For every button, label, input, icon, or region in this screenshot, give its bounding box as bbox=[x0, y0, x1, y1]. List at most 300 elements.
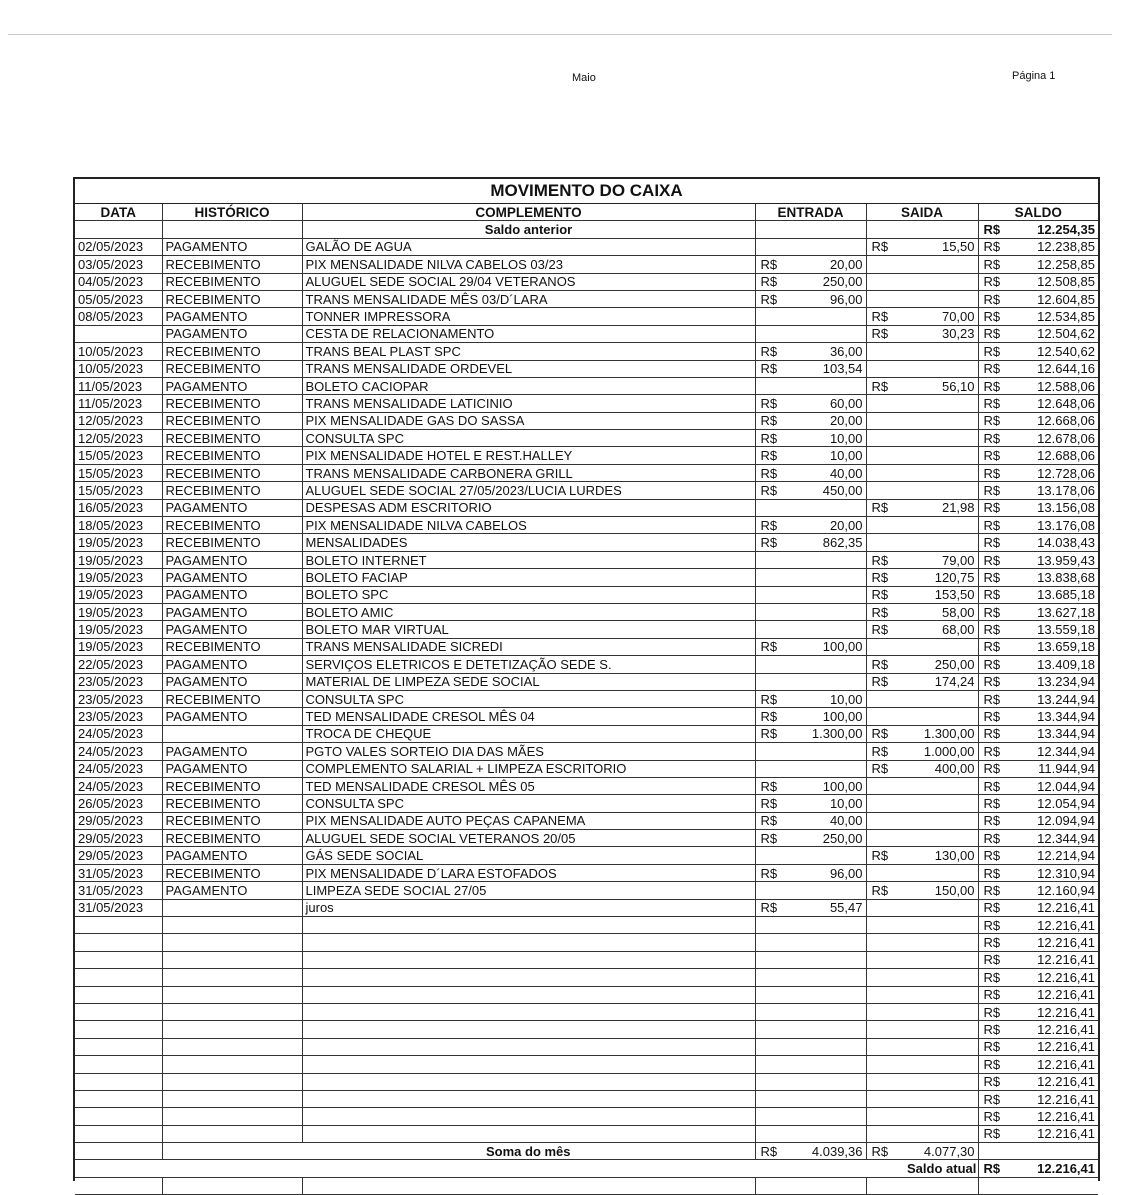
ledger-table bbox=[75, 204, 1098, 1195]
row-history: PAGAMENTO bbox=[162, 673, 302, 690]
row-balance-currency: R$ bbox=[978, 343, 1016, 360]
month-total-row bbox=[75, 1143, 1098, 1160]
row-exit-value: 79,00 bbox=[904, 551, 978, 568]
row-exit-value: 150,00 bbox=[904, 882, 978, 899]
row-exit-currency: R$ bbox=[866, 499, 904, 516]
row-history: RECEBIMENTO bbox=[162, 864, 302, 881]
row-date: 24/05/2023 bbox=[75, 743, 162, 760]
row-entry-value: 10,00 bbox=[793, 430, 866, 447]
row-date: 19/05/2023 bbox=[75, 551, 162, 568]
col-header-exit: SAIDA bbox=[866, 204, 978, 221]
row-balance-value: 12.540,62 bbox=[1016, 343, 1098, 360]
row-history: RECEBIMENTO bbox=[162, 777, 302, 794]
ledger-row bbox=[75, 899, 1098, 916]
row-exit-value bbox=[904, 412, 978, 429]
row-history bbox=[162, 934, 302, 951]
row-history: RECEBIMENTO bbox=[162, 360, 302, 377]
row-history: RECEBIMENTO bbox=[162, 447, 302, 464]
row-exit-currency bbox=[866, 795, 904, 812]
row-exit-currency bbox=[866, 969, 904, 986]
row-entry-value: 96,00 bbox=[793, 864, 866, 881]
row-exit-currency: R$ bbox=[866, 673, 904, 690]
row-date: 24/05/2023 bbox=[75, 777, 162, 794]
row-entry-currency: R$ bbox=[755, 256, 793, 273]
row-entry-value: 20,00 bbox=[793, 256, 866, 273]
row-history: RECEBIMENTO bbox=[162, 273, 302, 290]
row-entry-value bbox=[793, 377, 866, 394]
row-balance-currency: R$ bbox=[978, 1056, 1016, 1073]
row-complement: COMPLEMENTO SALARIAL + LIMPEZA ESCRITORIO bbox=[302, 760, 755, 777]
row-balance-value: 13.156,08 bbox=[1016, 499, 1098, 516]
ledger-row bbox=[75, 986, 1098, 1003]
row-entry-value: 100,00 bbox=[793, 777, 866, 794]
ledger-row bbox=[75, 499, 1098, 516]
row-balance-value: 12.678,06 bbox=[1016, 430, 1098, 447]
row-balance-value: 12.216,41 bbox=[1016, 951, 1098, 968]
row-entry-currency: R$ bbox=[755, 430, 793, 447]
row-balance-value: 12.044,94 bbox=[1016, 777, 1098, 794]
row-entry-value bbox=[793, 1021, 866, 1038]
row-entry-value bbox=[793, 673, 866, 690]
row-date: 15/05/2023 bbox=[75, 447, 162, 464]
row-balance-value: 13.178,06 bbox=[1016, 482, 1098, 499]
row-entry-value bbox=[793, 1056, 866, 1073]
row-date: 24/05/2023 bbox=[75, 760, 162, 777]
row-balance-currency: R$ bbox=[978, 621, 1016, 638]
row-balance-value: 12.216,41 bbox=[1016, 1125, 1098, 1142]
row-balance-value: 12.644,16 bbox=[1016, 360, 1098, 377]
row-exit-value bbox=[904, 917, 978, 934]
row-entry-currency: R$ bbox=[755, 795, 793, 812]
row-balance-currency: R$ bbox=[978, 1108, 1016, 1125]
row-complement: CONSULTA SPC bbox=[302, 690, 755, 707]
row-history: PAGAMENTO bbox=[162, 743, 302, 760]
row-complement bbox=[302, 1056, 755, 1073]
row-exit-currency bbox=[866, 951, 904, 968]
row-balance-currency: R$ bbox=[978, 482, 1016, 499]
row-complement: GALÃO DE AGUA bbox=[302, 238, 755, 255]
row-exit-value bbox=[904, 517, 978, 534]
row-exit-value bbox=[904, 482, 978, 499]
row-exit-value bbox=[904, 290, 978, 307]
row-entry-value: 450,00 bbox=[793, 482, 866, 499]
row-exit-value bbox=[904, 1003, 978, 1020]
row-balance-value: 12.216,41 bbox=[1016, 1073, 1098, 1090]
ledger-row bbox=[75, 690, 1098, 707]
row-entry-currency bbox=[755, 917, 793, 934]
row-history: RECEBIMENTO bbox=[162, 412, 302, 429]
row-entry-currency bbox=[755, 760, 793, 777]
row-entry-value bbox=[793, 1090, 866, 1107]
row-balance-currency: R$ bbox=[978, 325, 1016, 342]
row-exit-value: 400,00 bbox=[904, 760, 978, 777]
row-complement bbox=[302, 1038, 755, 1055]
row-complement: TONNER IMPRESSORA bbox=[302, 308, 755, 325]
row-entry-currency bbox=[755, 1090, 793, 1107]
row-entry-value bbox=[793, 325, 866, 342]
month-total-entry: 4.039,36 bbox=[793, 1143, 866, 1160]
row-exit-value bbox=[904, 360, 978, 377]
row-exit-currency bbox=[866, 917, 904, 934]
row-exit-currency bbox=[866, 343, 904, 360]
row-entry-currency bbox=[755, 969, 793, 986]
row-entry-value bbox=[793, 1003, 866, 1020]
row-balance-currency: R$ bbox=[978, 969, 1016, 986]
row-history: RECEBIMENTO bbox=[162, 690, 302, 707]
row-exit-value bbox=[904, 986, 978, 1003]
row-date: 04/05/2023 bbox=[75, 273, 162, 290]
row-entry-value bbox=[793, 1038, 866, 1055]
row-entry-value bbox=[793, 1108, 866, 1125]
row-history: RECEBIMENTO bbox=[162, 464, 302, 481]
row-history bbox=[162, 1038, 302, 1055]
row-entry-value bbox=[793, 1073, 866, 1090]
row-balance-value: 13.627,18 bbox=[1016, 603, 1098, 620]
row-date: 11/05/2023 bbox=[75, 377, 162, 394]
row-complement: ALUGUEL SEDE SOCIAL 29/04 VETERANOS bbox=[302, 273, 755, 290]
row-history: RECEBIMENTO bbox=[162, 256, 302, 273]
row-balance-currency: R$ bbox=[978, 551, 1016, 568]
row-date: 12/05/2023 bbox=[75, 430, 162, 447]
row-complement: TRANS BEAL PLAST SPC bbox=[302, 343, 755, 360]
row-entry-currency: R$ bbox=[755, 708, 793, 725]
row-complement: SERVIÇOS ELETRICOS E DETETIZAÇÃO SEDE S. bbox=[302, 656, 755, 673]
ledger-row bbox=[75, 1125, 1098, 1142]
row-exit-value: 70,00 bbox=[904, 308, 978, 325]
row-exit-value bbox=[904, 464, 978, 481]
row-date: 05/05/2023 bbox=[75, 290, 162, 307]
row-entry-currency: R$ bbox=[755, 447, 793, 464]
row-exit-value bbox=[904, 777, 978, 794]
row-exit-value bbox=[904, 864, 978, 881]
row-balance-currency: R$ bbox=[978, 256, 1016, 273]
row-date bbox=[75, 917, 162, 934]
row-entry-currency bbox=[755, 673, 793, 690]
row-balance-currency: R$ bbox=[978, 638, 1016, 655]
row-balance-value: 12.094,94 bbox=[1016, 812, 1098, 829]
row-date: 19/05/2023 bbox=[75, 586, 162, 603]
row-exit-value: 68,00 bbox=[904, 621, 978, 638]
row-balance-currency: R$ bbox=[978, 586, 1016, 603]
row-date: 11/05/2023 bbox=[75, 395, 162, 412]
col-header-complement: COMPLEMENTO bbox=[302, 204, 755, 221]
row-exit-currency bbox=[866, 534, 904, 551]
blank-footer-row bbox=[75, 1177, 1098, 1194]
ledger-row bbox=[75, 517, 1098, 534]
row-history: PAGAMENTO bbox=[162, 586, 302, 603]
row-history bbox=[162, 986, 302, 1003]
row-balance-currency: R$ bbox=[978, 917, 1016, 934]
row-entry-currency: R$ bbox=[755, 812, 793, 829]
col-header-entry: ENTRADA bbox=[755, 204, 866, 221]
row-history: PAGAMENTO bbox=[162, 551, 302, 568]
row-date bbox=[75, 986, 162, 1003]
row-history: RECEBIMENTO bbox=[162, 343, 302, 360]
row-exit-value bbox=[904, 934, 978, 951]
row-balance-value: 12.258,85 bbox=[1016, 256, 1098, 273]
row-history: RECEBIMENTO bbox=[162, 812, 302, 829]
row-balance-value: 12.216,41 bbox=[1016, 1108, 1098, 1125]
row-entry-value: 100,00 bbox=[793, 638, 866, 655]
row-balance-value: 13.685,18 bbox=[1016, 586, 1098, 603]
row-entry-currency: R$ bbox=[755, 638, 793, 655]
row-date: 10/05/2023 bbox=[75, 360, 162, 377]
row-exit-value bbox=[904, 795, 978, 812]
ledger-row bbox=[75, 377, 1098, 394]
row-exit-currency: R$ bbox=[866, 325, 904, 342]
row-balance-currency: R$ bbox=[978, 986, 1016, 1003]
row-entry-currency: R$ bbox=[755, 899, 793, 916]
row-exit-currency: R$ bbox=[866, 743, 904, 760]
row-history: PAGAMENTO bbox=[162, 708, 302, 725]
row-exit-value bbox=[904, 1125, 978, 1142]
row-exit-currency bbox=[866, 638, 904, 655]
row-entry-currency bbox=[755, 1038, 793, 1055]
row-date: 02/05/2023 bbox=[75, 238, 162, 255]
row-entry-value: 100,00 bbox=[793, 708, 866, 725]
row-entry-currency: R$ bbox=[755, 290, 793, 307]
row-exit-value bbox=[904, 343, 978, 360]
row-date: 12/05/2023 bbox=[75, 412, 162, 429]
ledger-row bbox=[75, 360, 1098, 377]
previous-balance-label: Saldo anterior bbox=[302, 221, 755, 238]
ledger-row bbox=[75, 1090, 1098, 1107]
row-balance-value: 12.216,41 bbox=[1016, 899, 1098, 916]
row-balance-value: 12.604,85 bbox=[1016, 290, 1098, 307]
row-exit-currency: R$ bbox=[866, 621, 904, 638]
ledger-row bbox=[75, 464, 1098, 481]
row-balance-value: 12.504,62 bbox=[1016, 325, 1098, 342]
row-complement: BOLETO MAR VIRTUAL bbox=[302, 621, 755, 638]
ledger-row bbox=[75, 708, 1098, 725]
row-entry-value bbox=[793, 743, 866, 760]
row-exit-currency: R$ bbox=[866, 569, 904, 586]
row-balance-value: 13.838,68 bbox=[1016, 569, 1098, 586]
row-balance-value: 13.559,18 bbox=[1016, 621, 1098, 638]
row-exit-value: 21,98 bbox=[904, 499, 978, 516]
row-date: 10/05/2023 bbox=[75, 343, 162, 360]
row-history bbox=[162, 1003, 302, 1020]
row-entry-value bbox=[793, 986, 866, 1003]
row-entry-value: 96,00 bbox=[793, 290, 866, 307]
row-complement: TROCA DE CHEQUE bbox=[302, 725, 755, 742]
row-date: 29/05/2023 bbox=[75, 847, 162, 864]
row-exit-currency: R$ bbox=[866, 377, 904, 394]
row-exit-value bbox=[904, 969, 978, 986]
row-history bbox=[162, 969, 302, 986]
row-complement: TRANS MENSALIDADE SICREDI bbox=[302, 638, 755, 655]
row-entry-currency bbox=[755, 603, 793, 620]
row-date bbox=[75, 1108, 162, 1125]
row-balance-currency: R$ bbox=[978, 847, 1016, 864]
row-balance-value: 13.344,94 bbox=[1016, 725, 1098, 742]
row-entry-currency bbox=[755, 847, 793, 864]
row-exit-value: 153,50 bbox=[904, 586, 978, 603]
row-date: 15/05/2023 bbox=[75, 482, 162, 499]
row-balance-currency: R$ bbox=[978, 1125, 1016, 1142]
row-history: RECEBIMENTO bbox=[162, 638, 302, 655]
previous-balance-row bbox=[75, 221, 1098, 238]
row-exit-value bbox=[904, 638, 978, 655]
row-date bbox=[75, 325, 162, 342]
row-exit-currency bbox=[866, 830, 904, 847]
row-exit-currency bbox=[866, 708, 904, 725]
row-date: 19/05/2023 bbox=[75, 621, 162, 638]
row-balance-currency: R$ bbox=[978, 882, 1016, 899]
row-balance-currency: R$ bbox=[978, 777, 1016, 794]
row-history: RECEBIMENTO bbox=[162, 830, 302, 847]
row-entry-currency bbox=[755, 1056, 793, 1073]
row-balance-currency: R$ bbox=[978, 1038, 1016, 1055]
row-entry-currency: R$ bbox=[755, 864, 793, 881]
row-entry-value: 40,00 bbox=[793, 464, 866, 481]
row-balance-currency: R$ bbox=[978, 795, 1016, 812]
row-exit-currency bbox=[866, 430, 904, 447]
row-complement: PGTO VALES SORTEIO DIA DAS MÃES bbox=[302, 743, 755, 760]
ledger-row bbox=[75, 795, 1098, 812]
ledger-row bbox=[75, 847, 1098, 864]
row-entry-value bbox=[793, 603, 866, 620]
row-exit-value bbox=[904, 899, 978, 916]
row-exit-currency bbox=[866, 986, 904, 1003]
row-entry-currency bbox=[755, 308, 793, 325]
row-exit-currency bbox=[866, 256, 904, 273]
ledger-row bbox=[75, 482, 1098, 499]
ledger-row bbox=[75, 1108, 1098, 1125]
row-history: PAGAMENTO bbox=[162, 308, 302, 325]
row-entry-currency bbox=[755, 238, 793, 255]
row-date bbox=[75, 934, 162, 951]
row-exit-currency bbox=[866, 1125, 904, 1142]
row-history bbox=[162, 1125, 302, 1142]
row-date bbox=[75, 1090, 162, 1107]
row-exit-value bbox=[904, 430, 978, 447]
row-complement: PIX MENSALIDADE NILVA CABELOS 03/23 bbox=[302, 256, 755, 273]
row-exit-value bbox=[904, 447, 978, 464]
row-entry-value bbox=[793, 551, 866, 568]
ledger-header-row bbox=[75, 204, 1098, 221]
row-exit-currency: R$ bbox=[866, 882, 904, 899]
ledger-row bbox=[75, 603, 1098, 620]
row-exit-currency: R$ bbox=[866, 238, 904, 255]
row-entry-value: 250,00 bbox=[793, 273, 866, 290]
row-balance-currency: R$ bbox=[978, 1090, 1016, 1107]
ledger-row bbox=[75, 1073, 1098, 1090]
page-top-rule bbox=[8, 34, 1112, 35]
row-complement: BOLETO AMIC bbox=[302, 603, 755, 620]
row-complement: CONSULTA SPC bbox=[302, 795, 755, 812]
row-balance-value: 13.234,94 bbox=[1016, 673, 1098, 690]
row-entry-currency bbox=[755, 1003, 793, 1020]
row-exit-currency bbox=[866, 777, 904, 794]
row-date: 08/05/2023 bbox=[75, 308, 162, 325]
row-exit-value: 1.300,00 bbox=[904, 725, 978, 742]
row-entry-value: 60,00 bbox=[793, 395, 866, 412]
row-balance-value: 13.409,18 bbox=[1016, 656, 1098, 673]
row-date: 23/05/2023 bbox=[75, 708, 162, 725]
row-entry-value: 36,00 bbox=[793, 343, 866, 360]
row-balance-value: 14.038,43 bbox=[1016, 534, 1098, 551]
row-complement: TED MENSALIDADE CRESOL MÊS 05 bbox=[302, 777, 755, 794]
row-balance-value: 12.216,41 bbox=[1016, 1038, 1098, 1055]
row-exit-currency: R$ bbox=[866, 725, 904, 742]
row-entry-value: 10,00 bbox=[793, 690, 866, 707]
row-date: 19/05/2023 bbox=[75, 534, 162, 551]
row-entry-value bbox=[793, 1125, 866, 1142]
row-entry-value: 55,47 bbox=[793, 899, 866, 916]
row-exit-value bbox=[904, 1073, 978, 1090]
row-history: PAGAMENTO bbox=[162, 377, 302, 394]
row-exit-currency bbox=[866, 1038, 904, 1055]
row-balance-value: 12.238,85 bbox=[1016, 238, 1098, 255]
row-entry-currency: R$ bbox=[755, 830, 793, 847]
row-exit-value bbox=[904, 830, 978, 847]
row-date bbox=[75, 1073, 162, 1090]
col-header-balance: SALDO bbox=[978, 204, 1098, 221]
row-balance-currency: R$ bbox=[978, 743, 1016, 760]
row-complement: PIX MENSALIDADE GAS DO SASSA bbox=[302, 412, 755, 429]
month-total-exit-currency: R$ bbox=[866, 1143, 904, 1160]
row-entry-currency bbox=[755, 986, 793, 1003]
row-history bbox=[162, 1021, 302, 1038]
row-balance-currency: R$ bbox=[978, 812, 1016, 829]
row-exit-currency: R$ bbox=[866, 308, 904, 325]
ledger-row bbox=[75, 1038, 1098, 1055]
row-date: 31/05/2023 bbox=[75, 899, 162, 916]
row-complement: CONSULTA SPC bbox=[302, 430, 755, 447]
row-entry-currency: R$ bbox=[755, 464, 793, 481]
ledger-row bbox=[75, 586, 1098, 603]
row-complement bbox=[302, 1090, 755, 1107]
row-exit-value: 15,50 bbox=[904, 238, 978, 255]
row-entry-value bbox=[793, 760, 866, 777]
row-exit-currency bbox=[866, 290, 904, 307]
row-balance-currency: R$ bbox=[978, 830, 1016, 847]
row-balance-value: 12.216,41 bbox=[1016, 1003, 1098, 1020]
row-date: 15/05/2023 bbox=[75, 464, 162, 481]
row-entry-currency bbox=[755, 743, 793, 760]
row-entry-currency bbox=[755, 325, 793, 342]
ledger-row bbox=[75, 638, 1098, 655]
row-history: RECEBIMENTO bbox=[162, 795, 302, 812]
row-history: RECEBIMENTO bbox=[162, 517, 302, 534]
row-entry-value: 10,00 bbox=[793, 447, 866, 464]
row-complement: PIX MENSALIDADE HOTEL E REST.HALLEY bbox=[302, 447, 755, 464]
row-history bbox=[162, 899, 302, 916]
ledger-row bbox=[75, 1056, 1098, 1073]
row-balance-value: 12.344,94 bbox=[1016, 743, 1098, 760]
ledger-row bbox=[75, 412, 1098, 429]
row-history: PAGAMENTO bbox=[162, 656, 302, 673]
row-exit-currency bbox=[866, 1021, 904, 1038]
row-date: 03/05/2023 bbox=[75, 256, 162, 273]
ledger-row bbox=[75, 1003, 1098, 1020]
row-history: RECEBIMENTO bbox=[162, 290, 302, 307]
row-date: 23/05/2023 bbox=[75, 673, 162, 690]
row-balance-value: 12.216,41 bbox=[1016, 1021, 1098, 1038]
row-balance-currency: R$ bbox=[978, 569, 1016, 586]
row-complement bbox=[302, 1108, 755, 1125]
row-entry-currency bbox=[755, 377, 793, 394]
row-complement bbox=[302, 986, 755, 1003]
row-exit-currency bbox=[866, 690, 904, 707]
ledger-row bbox=[75, 1021, 1098, 1038]
row-entry-currency bbox=[755, 951, 793, 968]
row-exit-currency bbox=[866, 464, 904, 481]
row-entry-value: 862,35 bbox=[793, 534, 866, 551]
row-date: 19/05/2023 bbox=[75, 569, 162, 586]
col-header-date: DATA bbox=[75, 204, 162, 221]
